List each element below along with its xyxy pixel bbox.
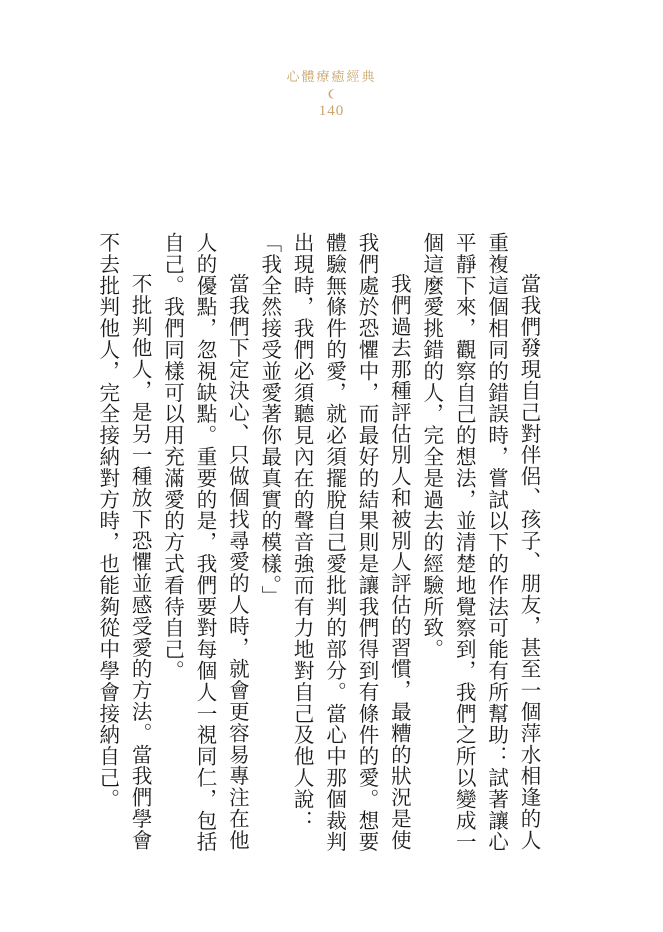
body-text — [95, 232, 545, 872]
book-title: 心體療癒經典 — [286, 70, 377, 85]
paragraph-4: 不批判他人，是另一種放下恐懼並感受愛的方法。當我們學會不去批判他人，完全接納對方時，也能夠從中學會接納自己。 — [95, 232, 153, 851]
crescent-moon-icon — [326, 88, 338, 100]
paragraph-2: 我們過去那種評估別人和被別人評估的習慣，最糟的狀況是使我們處於恐懼中，而最好的結果則是讓我們得到有條件的愛。想要體驗無條件的愛，就必須擺脫自己愛批判的部分。當心中那個裁判出現時，我們必須聽見內在的聲音強而有力地對自己及他人說：「我全然接受並愛著你最真實的模樣。」 — [257, 232, 412, 853]
paragraph-3: 當我們下定決心、只做個找尋愛的人時，就會更容易專注在他人的優點，忽視缺點。重要的是，我們要對每個人一視同仁，包括自己。我們同樣可以用充滿愛的方式看待自己。 — [160, 232, 250, 853]
page-header — [0, 70, 663, 120]
page-number: 140 — [318, 103, 345, 119]
paragraph-1: 當我們發現自己對伴侶、孩子、朋友，甚至一個萍水相逢的人重複這個相同的錯誤時，嘗試以下的作法可能有所幫助：試著讓心平靜下來，觀察自己的想法，並清楚地覺察到，我們之所以變成一個這麼愛挑錯的人，完全是過去的經驗所致。 — [419, 232, 541, 853]
